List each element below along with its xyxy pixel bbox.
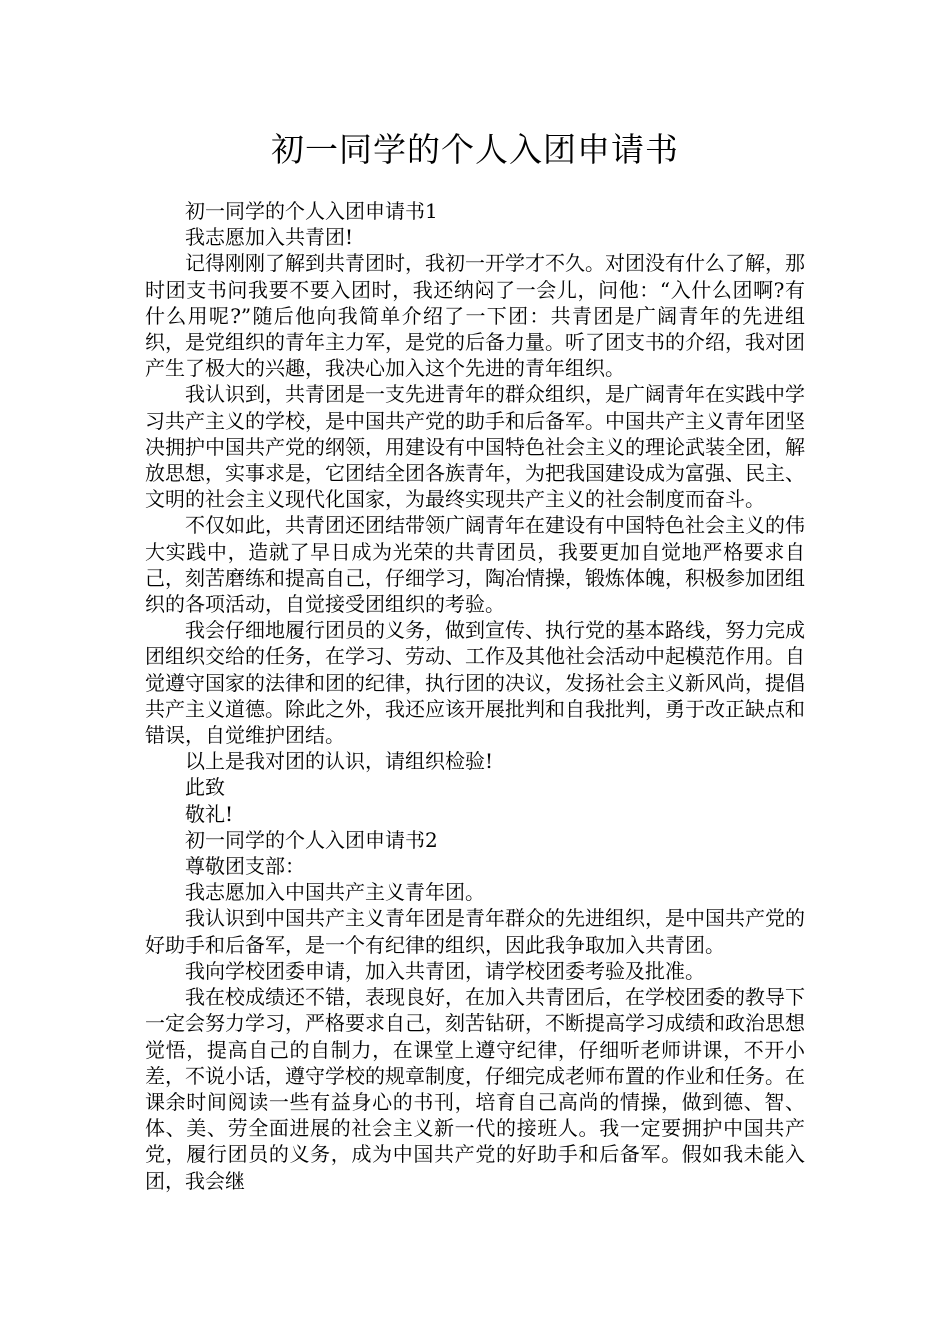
paragraph: 我会仔细地履行团员的义务，做到宣传、执行党的基本路线，努力完成团组织交给的任务，在学习、劳动、工作及其他社会活动中起模范作用。自觉遵守国家的法律和团的纪律，执行团的决议，发扬社会主义新风尚，提倡共产主义道德。除此之外，我还应该开展批判和自我批判，勇于改正缺点和错误，自觉维护团结。 (145, 618, 805, 748)
document-body (145, 198, 805, 1194)
paragraph: 我志愿加入共青团! (185, 225, 354, 250)
closing-line: 敬礼! (185, 801, 234, 826)
section-heading-2: 初一同学的个人入团申请书2 (185, 827, 438, 852)
paragraph: 我志愿加入中国共产主义青年团。 (185, 880, 485, 905)
paragraph: 我认识到，共青团是一支先进青年的群众组织，是广阔青年在实践中学习共产主义的学校，是中国共产党的助手和后备军。中国共产主义青年团坚决拥护中国共产党的纲领，用建设有中国特色社会主义的理论武装全团，解放思想，实事求是，它团结全团各族青年，为把我国建设成为富强、民主、文明的社会主义现代化国家，为最终实现共产主义的社会制度而奋斗。 (145, 382, 805, 512)
document-title: 初一同学的个人入团申请书 (271, 130, 679, 169)
paragraph: 记得刚刚了解到共青团时，我初一开学才不久。对团没有什么了解，那时团支书问我要不要入团时，我还纳闷了一会儿，问他：“入什么团啊?有什么用呢?”随后他向我简单介绍了一下团：共青团是广阔青年的先进组织，是党组织的青年主力军，是党的后备力量。听了团支书的介绍，我对团产生了极大的兴趣，我决心加入这个先进的青年组织。 (145, 251, 805, 381)
paragraph: 以上是我对团的认识，请组织检验! (185, 749, 494, 774)
salutation: 尊敬团支部： (185, 854, 305, 879)
paragraph: 不仅如此，共青团还团结带领广阔青年在建设有中国特色社会主义的伟大实践中，造就了早日成为光荣的共青团员，我要更加自觉地严格要求自己，刻苦磨练和提高自己，仔细学习，陶冶情操，锻炼体魄，积极参加团组织的各项活动，自觉接受团组织的考验。 (145, 513, 805, 617)
paragraph: 我向学校团委申请，加入共青团，请学校团委考验及批准。 (185, 958, 705, 983)
closing-line: 此致 (185, 775, 225, 800)
paragraph: 我认识到中国共产主义青年团是青年群众的先进组织，是中国共产党的好助手和后备军，是一个有纪律的组织，因此我争取加入共青团。 (145, 906, 805, 957)
paragraph: 我在校成绩还不错，表现良好，在加入共青团后，在学校团委的教导下一定会努力学习，严格要求自己，刻苦钻研，不断提高学习成绩和政治思想觉悟，提高自己的自制力，在课堂上遵守纪律，仔细听老师讲课，不开小差，不说小话，遵守学校的规章制度，仔细完成老师布置的作业和任务。在课余时间阅读一些有益身心的书刊，培育自己高尚的情操，做到德、智、体、美、劳全面进展的社会主义新一代的接班人。我一定要拥护中国共产党，履行团员的义务，成为中国共产党的好助手和后备军。假如我未能入团，我会继 (145, 985, 805, 1193)
section-heading-1: 初一同学的个人入团申请书1 (185, 199, 438, 223)
